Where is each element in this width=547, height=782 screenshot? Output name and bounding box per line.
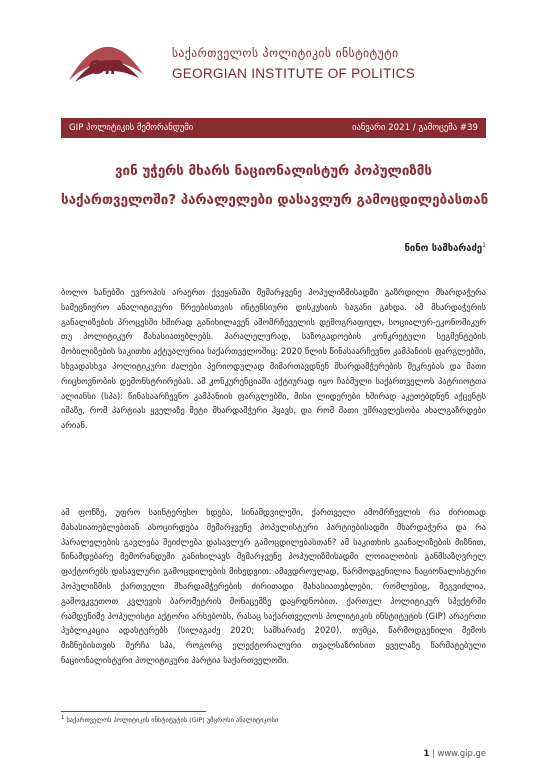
title-line: საქართველოში? პარალელები დასავლურ გამოცდილებასთან <box>61 193 489 208</box>
website-link[interactable]: www.gip.ge <box>437 748 486 758</box>
author-byline <box>405 242 487 254</box>
page-number: 1 <box>423 748 430 758</box>
body-paragraph: ამ ფონზე, უფრო საინტერესო ხდება, სინამდვილეში, ქართველი ამომრჩევლის რა ძირითად მახასიათებლებთან ასოცირდება მემარჯვენე პოპულისტური პარტიებისადმი მხარდაჭერა და რა პარალელების გავლება შეიძლება დასავლურ გამოცდილებასთან? ამ საკითხის გაანალიზების მიზნით, წინამდებარე მემორანდუმი განიხილავს მემარჯვენე პოპულიზმისადმი ლოიალობის განმსაზღვრელ ფაქტორებს დასავლური გამოცდილების მიხედვით. ამავდროულად, წარმოდგენილია ნაციონალისტური პოპულიზმის ქართველი მხარდამჭერების ძირითადი მახასიათებლები, რომლებიც, შეგვიძლია, გამოვკვეთოთ კვლევის ბარომეტრის მონაცემზე დაყრდნობით. ქართულ პოლიტიკურ სპექტრში რამდენიმე პოპულისტი აქტორი არსებობს, რასაც საქართველოს პოლიტიკის ინსტიტუტის (GIP) არაერთი პუბლიკაცია ადასტურებს (სილაგაძე 2020; სამხარაძე 2020). თუმცა, წარმოდგენილი მემოს მიზნებისთვის შერჩა სპა, როგორც ელექტორალური თვალსაზრისით ყველაზე წარმატებული ნაციონალისტური პოლიტიკური პარტია საქართველოში. <box>61 507 486 665</box>
title-line: ვინ უჭერს მხარს ნაციონალისტურ პოპულიზმს <box>114 164 433 179</box>
page-footer <box>423 748 486 758</box>
footnote <box>61 715 278 724</box>
footer-separator: | <box>431 748 435 758</box>
memo-banner <box>61 118 486 138</box>
gip-logo-mark-icon <box>61 22 151 92</box>
logo-abbr: GIP <box>88 57 124 79</box>
footnote-text: საქართველოს პოლიტიკის ინსტიტუტის (GIP) უმცროსი ანალიტიკოსი <box>66 716 279 725</box>
author-footnote-mark: 1 <box>482 242 486 249</box>
institute-name-en: GEORGIAN INSTITUTE OF POLITICS <box>172 66 416 81</box>
gip-logo <box>61 22 491 92</box>
institute-name-ka: საქართველოს პოლიტიკის ინსტიტუტი <box>172 46 399 60</box>
issue-label: იანვარი 2021 / გამოცემა #39 <box>352 123 478 133</box>
footnote-divider <box>61 711 206 712</box>
author-name: ნინო სამხარაძე <box>404 243 483 255</box>
page-title <box>61 157 489 215</box>
body-paragraph: ბოლო ხანებში ევროპის არაერთ ქვეყანაში მემარჯვენე პოპულიზმისადმი გაზრდილი მხარდაჭერა სამეცნიერო ანალიტიკური წრეებისთვის ინტენსიური დისკუსიის საგანი გახდა. ამ მხარდაჭერის განალიზების პროცესში ხშირად განიხილავენ ამომრჩეველის დემოგრაფიულ, სოციალურ-ეკონომიკურ თუ პოლიტიკურ მახასიათებლებს. პარალელურად, საზოგადოების კონკრეტული სეგმენტების მობილიზების საკითხი აქტუალურია საქართველოშიც: 2020 წლის წინასაარჩევნო კამპანიის ფარგლებში, სხვადასხვა პოლიტიკური ძალები პერიოდულად მიმართავდნენ მხარდამჭერების შეკრებას და მათი რიცხოვნობის დემონსტრირებას. ამ კონკურენციაში აქტიურად იყო ჩაბმული საქართველოს პატრიოტთა ალიანსი (სპა): წინასაარჩევნო კამპანიის ფარგლებში, მისი ლიდერები ხშირად აკეთებდნენ აქცენტს იმაზე, რომ პარტიას ყველაზე მეტი მხარდამჭერი ჰყავს, და რომ მათი უმრავლესობა ახალგაზრდები არიან. <box>61 287 486 431</box>
series-label: GIP პოლიტიკის მემორანდუმი <box>69 123 194 133</box>
footnote-mark: 1 <box>61 715 65 721</box>
